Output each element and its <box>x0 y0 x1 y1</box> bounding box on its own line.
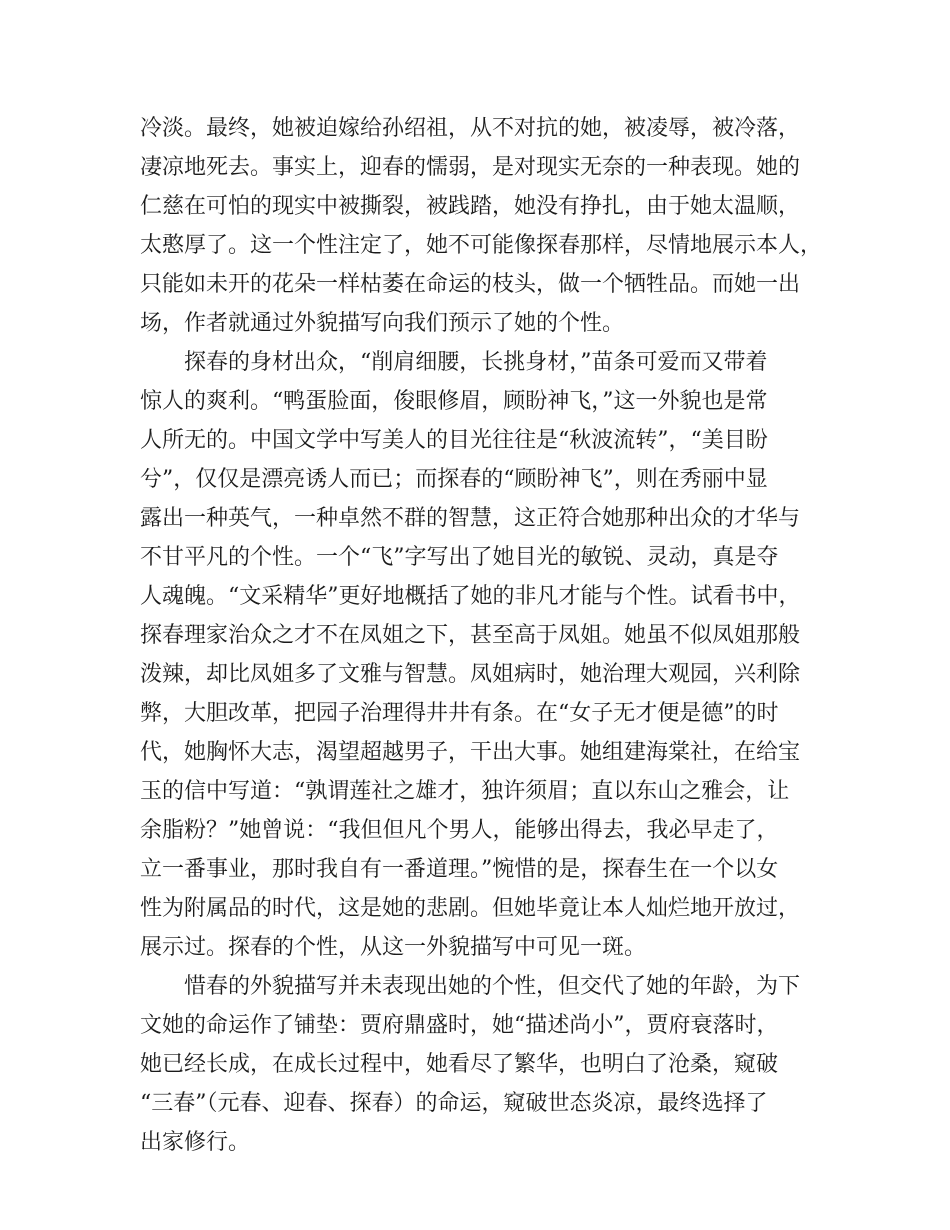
text-line: 探春理家治众之才不在凤姐之下，甚至高于凤姐。她虽不似凤姐那般 <box>140 623 801 648</box>
text-line: 不甘平凡的个性。一个“飞”字写出了她目光的敏锐、灵动，真是夺 <box>140 545 779 570</box>
text-line: 只能如未开的花朵一样枯萎在命运的枝头，做一个牺牲品。而她一出 <box>140 272 801 297</box>
text-line: 立一番事业，那时我自有一番道理。”惋惜的是，探春生在一个以女 <box>140 857 779 882</box>
text-line: 兮”，仅仅是漂亮诱人而已；而探春的“顾盼神飞”，则在秀丽中显 <box>140 467 768 492</box>
text-line: 场，作者就通过外貌描写向我们预示了她的个性。 <box>140 311 625 336</box>
text-line: 她已经长成，在成长过程中，她看尽了繁华，也明白了沧桑，窥破 <box>140 1052 779 1077</box>
text-line: 出家修行。 <box>140 1130 251 1155</box>
text-line: 人所无的。中国文学中写美人的目光往往是“秋波流转”，“美目盼 <box>140 428 768 453</box>
text-line: 凄凉地死去。事实上，迎春的懦弱，是对现实无奈的一种表现。她的 <box>140 155 801 180</box>
text-line: 展示过。探春的个性，从这一外貌描写中可见一斑。 <box>140 935 647 960</box>
text-line: 文她的命运作了铺垫：贾府鼎盛时，她“描述尚小”，贾府衰落时， <box>140 1013 779 1038</box>
text-line: 仁慈在可怕的现实中被撕裂，被践踏，她没有挣扎，由于她太温顺， <box>140 194 801 219</box>
text-line: 惊人的爽利。“鸭蛋脸面，俊眼修眉，顾盼神飞，”这一外貌也是常 <box>140 389 768 414</box>
text-line: 弊，大胆改革，把园子治理得井井有条。在“女子无才便是德”的时 <box>140 701 779 726</box>
text-line: 玉的信中写道：“孰谓莲社之雄才，独许须眉；直以东山之雅会，让 <box>140 779 790 804</box>
text-line: 人魂魄。“文采精华”更好地概括了她的非凡才能与个性。试看书中， <box>140 584 801 609</box>
text-line: 余脂粉？”她曾说：“我但但凡个男人，能够出得去，我必早走了， <box>140 818 779 843</box>
text-line: 泼辣，却比凤姐多了文雅与智慧。凤姐病时，她治理大观园，兴利除 <box>140 662 801 687</box>
text-line: 冷淡。最终，她被迫嫁给孙绍祖，从不对抗的她，被凌辱，被冷落， <box>140 116 801 141</box>
text-line: 代，她胸怀大志，渴望超越男子，干出大事。她组建海棠社，在给宝 <box>140 740 801 765</box>
text-line: 露出一种英气，一种卓然不群的智慧，这正符合她那种出众的才华与 <box>140 506 801 531</box>
text-line: 太憨厚了。这一个性注定了，她不可能像探春那样，尽情地展示本人， <box>140 233 823 258</box>
text-line: 性为附属品的时代，这是她的悲剧。但她毕竟让本人灿烂地开放过， <box>140 896 801 921</box>
paragraph-start-line: 探春的身材出众，“削肩细腰，长挑身材，”苗条可爱而又带着 <box>184 350 768 375</box>
paragraph-start-line: 惜春的外貌描写并未表现出她的个性，但交代了她的年龄，为下 <box>184 974 801 999</box>
text-line: “三春”（元春、迎春、探春）的命运，窥破世态炎凉，最终选择了 <box>140 1091 768 1116</box>
